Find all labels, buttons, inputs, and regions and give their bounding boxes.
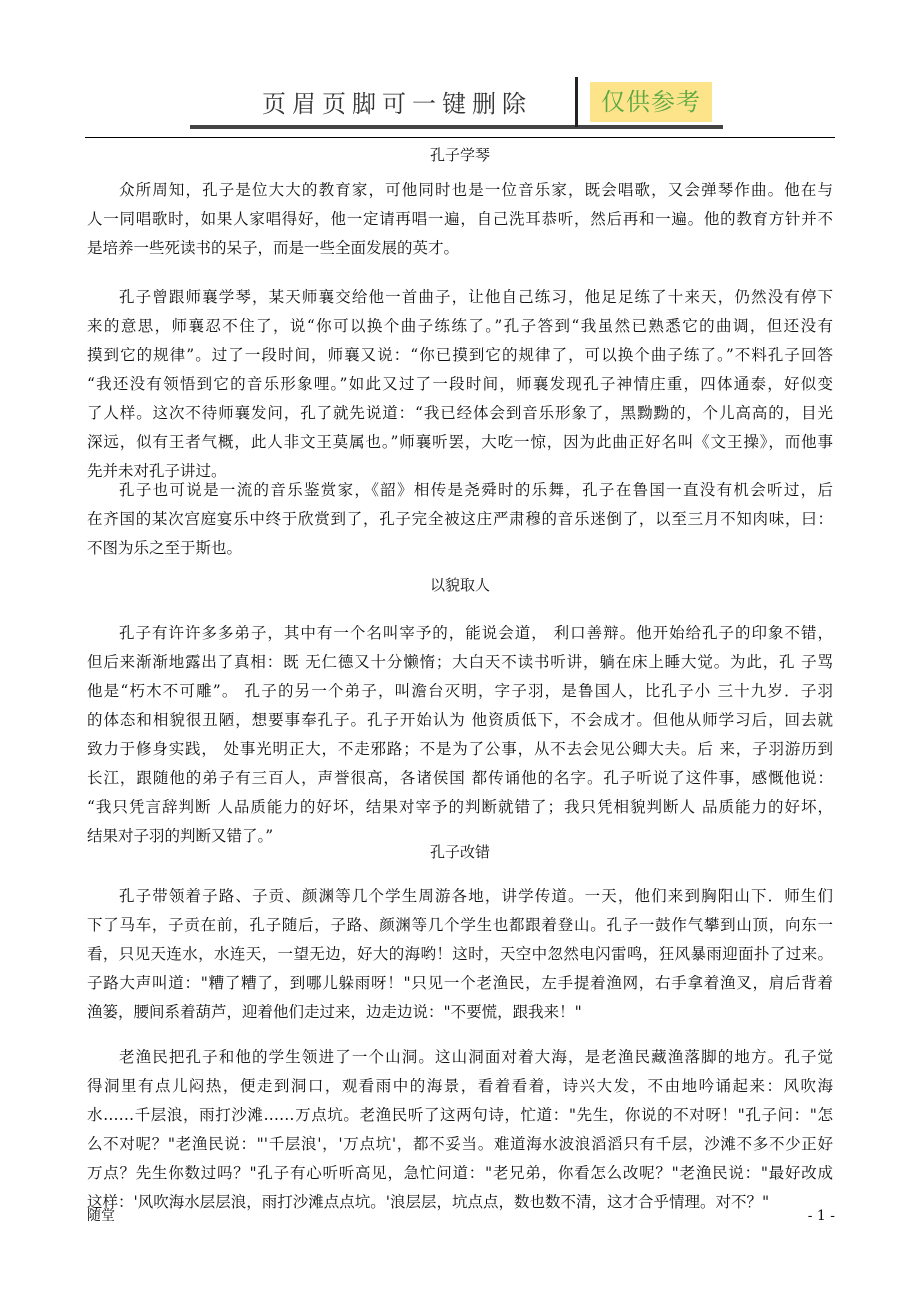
page-number: - 1 - (807, 1208, 835, 1224)
paragraph (87, 476, 833, 563)
paragraph (87, 283, 833, 486)
text-line: 致力于修身实践， 处事光明正大，不走邪路；不是为了公事，从不去会见公卿大夫。后 来，子羽游历到 (87, 740, 833, 758)
text-line: 的体态和相貌很丑陋，想要事奉孔子。孔子开始认为 他资质低下，不会成才。但他从师学习后，回去就 (87, 711, 833, 729)
text-line: 来的意思，师襄忍不住了，说“你可以换个曲子练练了。”孔子答到“我虽然已熟悉它的曲调，但还没有 (87, 317, 833, 335)
text-line: 摸到它的规律”。过了一段时间，师襄又说：“你已摸到它的规律了，可以换个曲子练了。”不料孔子回答 (87, 346, 833, 364)
text-line: 但后来渐渐地露出了真相：既 无仁德又十分懒惰；大白天不读书听讲，躺在床上睡大觉。为此，孔 子骂 (87, 653, 833, 671)
text-line: 这样：'风吹海水层层浪，雨打沙滩点点坑。'浪层层，坑点点，数也数不清，这才合乎情理。对不？" (87, 1193, 770, 1211)
text-line: 是培养一些死读书的呆子，而是一些全面发展的英才。 (87, 239, 460, 257)
text-line: 渔篓，腰间系着葫芦，迎着他们走过来，边走边说："不要慌，跟我来！" (87, 1003, 582, 1021)
text-line: 万点？先生你数过吗？"孔子有心听听高见，急忙问道："老兄弟，你看怎么改呢？"老渔民说："最好改成 (87, 1164, 833, 1182)
text-line: 子路大声叫道："糟了糟了，到哪儿躲雨呀！"只见一个老渔民，左手提着渔网，右手拿着渔叉，肩后背着 (87, 974, 833, 992)
paragraph (87, 882, 833, 1027)
text-line: 先并未对孔子讲过。 (87, 462, 227, 480)
section-title: 以貌取人 (429, 576, 490, 594)
section-title: 孔子学琴 (429, 146, 490, 164)
text-line: 孔子带领着子路、子贡、颜渊等几个学生周游各地，讲学传道。一天，他们来到胸阳山下．师生们 (119, 887, 833, 905)
text-line: 老渔民把孔子和他的学生领进了一个山洞。这山洞面对着大海，是老渔民藏渔落脚的地方。孔子觉 (119, 1048, 833, 1066)
paragraph (87, 619, 833, 851)
text-line: 下了马车，子贡在前，孔子随后，子路、颜渊等几个学生也都跟着登山。孔子一鼓作气攀到山顶，向东一 (87, 916, 833, 934)
text-line: “我还没有领悟到它的音乐形象哩。”如此又过了一段时间，师襄发现孔子神情庄重，四体通泰，好似变 (87, 375, 833, 393)
text-line: 孔子也可说是一流的音乐鉴赏家，《韶》相传是尧舜时的乐舞，孔子在鲁国一直没有机会听过，后 (119, 481, 833, 499)
text-line: 水……千层浪，雨打沙滩……万点坑。老渔民听了这两句诗，忙道："先生，你说的不对呀！"孔子问："怎 (87, 1106, 833, 1124)
text-line: 孔子曾跟师襄学琴，某天师襄交给他一首曲子，让他自己练习，他足足练了十来天，仍然没有停下 (119, 288, 833, 306)
text-line: 人一同唱歌时，如果人家唱得好，他一定请再唱一遍，自己洗耳恭听，然后再和一遍。他的教育方针并不 (87, 210, 833, 228)
paragraph (87, 1043, 833, 1217)
banner-divider (575, 77, 578, 127)
text-line: 看，只见天连水，水连天，一望无边，好大的海哟！这时，天空中忽然电闪雷鸣，狂风暴雨迎面扑了过来。 (87, 945, 833, 963)
text-line: 长江，跟随他的弟子有三百人，声誉很高，各诸侯国 都传诵他的名字。孔子听说了这件事，感慨他说： (87, 769, 833, 787)
paragraph (87, 176, 833, 263)
text-line: 得洞里有点儿闷热，便走到洞口，观看雨中的海景，看着看着，诗兴大发，不由地吟诵起来：风吹海 (87, 1077, 833, 1095)
text-line: 孔子有许许多多弟子，其中有一个名叫宰予的，能说会道， 利口善辩。他开始给孔子的印象不错， (119, 624, 833, 642)
text-line: 在齐国的某次宫庭宴乐中终于欣赏到了，孔子完全被这庄严肃穆的音乐迷倒了，以至三月不知肉味，曰： (87, 510, 833, 528)
section-title: 孔子改错 (429, 843, 490, 861)
banner-underline (190, 125, 723, 129)
reference-only-tag: 仅供参考 (590, 82, 712, 122)
text-line: 不图为乐之至于斯也。 (87, 539, 243, 557)
text-line: 么不对呢？"老渔民说："'千层浪'，'万点坑'，都不妥当。难道海水波浪滔滔只有千层，沙滩不多不少正好 (87, 1135, 833, 1153)
text-line: 了人样。这次不待师襄发问，孔了就先说道：“我已经体会到音乐形象了，黑黝黝的，个儿高高的，目光 (87, 404, 833, 422)
text-line: 结果对子羽的判断又错了。” (87, 827, 274, 845)
text-line: 深远，似有王者气概，此人非文王莫属也。”师襄听罢，大吃一惊，因为此曲正好名叫《文王操》，而他事 (87, 433, 833, 451)
text-line: “我只凭言辞判断 人品质能力的好坏，结果对宰予的判断就错了；我只凭相貌判断人 品质能力的好坏， (87, 798, 833, 816)
text-line: 他是“朽木不可雕”。 孔子的另一个弟子，叫澹台灭明，字子羽，是鲁国人，比孔子小 三十九岁．子羽 (87, 682, 833, 700)
text-line: 众所周知，孔子是位大大的教育家，可他同时也是一位音乐家，既会唱歌，又会弹琴作曲。他在与 (119, 181, 833, 199)
banner-text: 页眉页脚可一键删除 (262, 90, 532, 118)
footer-label: 随堂 (87, 1208, 115, 1224)
header-rule (85, 137, 835, 138)
